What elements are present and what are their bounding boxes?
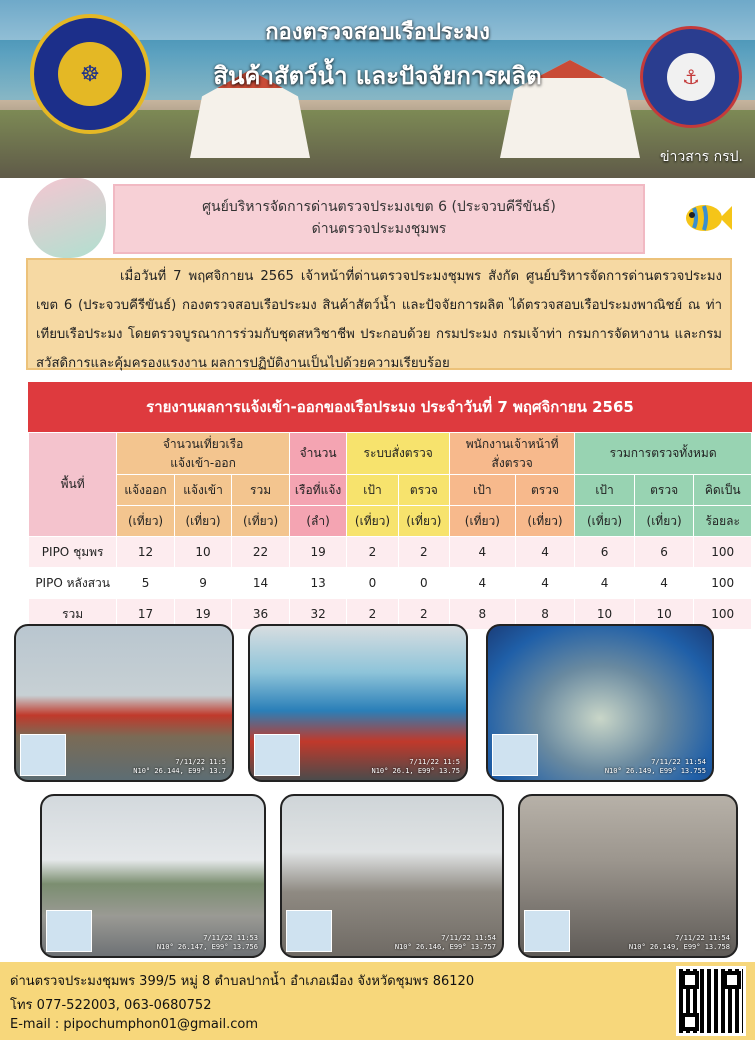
unit-header: (เที่ยว) <box>515 506 575 537</box>
unit-header: (ลำ) <box>289 506 347 537</box>
cell: 9 <box>174 568 232 599</box>
photo-catch-basket <box>486 624 714 782</box>
photo-crew-inspection <box>518 794 738 958</box>
cell: 4 <box>450 537 516 568</box>
footer <box>0 962 755 1040</box>
cell: 4 <box>634 568 694 599</box>
sub-header: เป้า <box>450 475 516 506</box>
row-area: PIPO ชุมพร <box>29 537 117 568</box>
unit-header: (เที่ยว) <box>347 506 398 537</box>
qr-code-icon[interactable] <box>676 966 746 1036</box>
cell: 4 <box>515 568 575 599</box>
cell: 2 <box>347 599 398 630</box>
photo-stamp: 7/11/22 11:54 N10° 26.146, E99° 13.757 <box>394 934 496 951</box>
photo-inspection-team <box>40 794 266 958</box>
news-paragraph-text: เมื่อวันที่ 7 พฤศจิกายน 2565 เจ้าหน้าที่ด่านตรวจประมงชุมพร สังกัด ศูนย์บริหารจัดการด่านตรวจประมงเขต 6 (ประจวบคีรีขันธ์) กองตรวจสอบเรือประมง สินค้าสัตว์น้ำ และปัจจัยการผลิต ได้ตรวจสอบเรือประมงพาณิชย์ ณ ท่าเทียบเรือประมง โดยตรวจบูรณาการร่วมกับชุดสหวิชาชีพ ประกอบด้วย กรมประมง กรมเจ้าท่า กรมการจัดหางาน และกรมสวัสดิการและคุ้มครองแรงงาน ผลการปฏิบัติงานเป็นไปด้วยความเรียบร้อย <box>36 269 722 371</box>
report-table <box>28 432 752 630</box>
sub-header: เป้า <box>347 475 398 506</box>
cell: 4 <box>515 537 575 568</box>
table-row <box>29 568 752 599</box>
cell: 6 <box>575 537 635 568</box>
cell: 0 <box>398 568 449 599</box>
sub-header: คิดเป็น <box>694 475 752 506</box>
sub-header: เป้า <box>575 475 635 506</box>
cell: 22 <box>232 537 290 568</box>
unit-header: (เที่ยว) <box>450 506 516 537</box>
fishery-inspection-logo <box>640 26 742 128</box>
unit-header: (เที่ยว) <box>398 506 449 537</box>
sub-header: ตรวจ <box>515 475 575 506</box>
unit-header: (เที่ยว) <box>232 506 290 537</box>
cell: 36 <box>232 599 290 630</box>
map-thumbnail <box>286 910 332 952</box>
table-row <box>29 537 752 568</box>
cell: 12 <box>117 537 175 568</box>
sub-header: แจ้งออก <box>117 475 175 506</box>
unit-header: (เที่ยว) <box>174 506 232 537</box>
cell: 13 <box>289 568 347 599</box>
photo-document-check <box>280 794 504 958</box>
sub-header: เรือที่แจ้ง <box>289 475 347 506</box>
news-paragraph <box>26 258 732 370</box>
cell: 10 <box>174 537 232 568</box>
header-banner <box>0 0 755 178</box>
cell: 100 <box>694 599 752 630</box>
office-title-line1: ศูนย์บริหารจัดการด่านตรวจประมงเขต 6 (ประจวบคีรีขันธ์) <box>202 199 556 215</box>
footer-address: ด่านตรวจประมงชุมพร 399/5 หมู่ 8 ตำบลปากน้ำ อำเภอเมือง จังหวัดชุมพร 86120 <box>10 974 475 989</box>
emblem-icon: ☸ <box>58 42 122 106</box>
sub-header: รวม <box>232 475 290 506</box>
photo-fish-tanks <box>248 624 468 782</box>
cell: 2 <box>347 537 398 568</box>
header-system: ระบบสั่งตรวจ <box>347 433 450 475</box>
decorative-leaf <box>28 178 106 258</box>
header-trips: จำนวนเที่ยวเรือ แจ้งเข้า-ออก <box>117 433 290 475</box>
report-title: รายงานผลการแจ้งเข้า-ออกของเรือประมง ประจำวันที่ 7 พฤศจิกายน 2565 <box>28 382 752 432</box>
header-count: จำนวน <box>289 433 347 475</box>
footer-phone: โทร 077-522003, 063-0680752 <box>10 998 212 1013</box>
unit-header: (เที่ยว) <box>634 506 694 537</box>
row-area: รวม <box>29 599 117 630</box>
map-thumbnail <box>46 910 92 952</box>
photo-stamp: 7/11/22 11:5 N10° 26.144, E99° 13.7 <box>133 758 226 775</box>
photo-stamp: 7/11/22 11:53 N10° 26.147, E99° 13.756 <box>156 934 258 951</box>
map-thumbnail <box>254 734 300 776</box>
cell: 100 <box>694 568 752 599</box>
footer-email[interactable]: E-mail : pipochumphon01@gmail.com <box>10 1017 258 1032</box>
unit-header: (เที่ยว) <box>117 506 175 537</box>
cell: 19 <box>289 537 347 568</box>
map-thumbnail <box>20 734 66 776</box>
unit-header: (เที่ยว) <box>575 506 635 537</box>
photo-stamp: 7/11/22 11:54 N10° 26.149, E99° 13.755 <box>604 758 706 775</box>
cell: 0 <box>347 568 398 599</box>
cell: 2 <box>398 537 449 568</box>
cell: 4 <box>450 568 516 599</box>
office-title-line2: ด่านตรวจประมงชุมพร <box>311 221 447 237</box>
cell: 2 <box>398 599 449 630</box>
cell: 17 <box>117 599 175 630</box>
sub-header: ตรวจ <box>398 475 449 506</box>
header-area: พื้นที่ <box>29 433 117 537</box>
cell: 8 <box>450 599 516 630</box>
cell: 19 <box>174 599 232 630</box>
header-title-line2: สินค้าสัตว์น้ำ และปัจจัยการผลิต <box>213 62 542 90</box>
anchor-icon: ⚓ <box>667 53 715 101</box>
unit-header: ร้อยละ <box>694 506 752 537</box>
cell: 14 <box>232 568 290 599</box>
cell: 10 <box>575 599 635 630</box>
cell: 10 <box>634 599 694 630</box>
header-officer: พนักงานเจ้าหน้าที่ สั่งตรวจ <box>450 433 575 475</box>
row-area: PIPO หลังสวน <box>29 568 117 599</box>
cell: 5 <box>117 568 175 599</box>
cell: 8 <box>515 599 575 630</box>
header-title-line1: กองตรวจสอบเรือประมง <box>265 20 490 45</box>
photo-fishing-boat <box>14 624 234 782</box>
office-title-box <box>113 184 645 254</box>
news-label: ข่าวสาร กรป. <box>659 149 743 165</box>
sub-header: ตรวจ <box>634 475 694 506</box>
header-total: รวมการตรวจทั้งหมด <box>575 433 752 475</box>
map-thumbnail <box>524 910 570 952</box>
cell: 32 <box>289 599 347 630</box>
fish-icon <box>680 200 732 236</box>
map-thumbnail <box>492 734 538 776</box>
cell: 100 <box>694 537 752 568</box>
photo-stamp: 7/11/22 11:54 N10° 26.149, E99° 13.758 <box>628 934 730 951</box>
photo-stamp: 7/11/22 11:5 N10° 26.1, E99° 13.75 <box>371 758 460 775</box>
cell: 6 <box>634 537 694 568</box>
cell: 4 <box>575 568 635 599</box>
department-of-fisheries-logo <box>30 14 150 134</box>
sub-header: แจ้งเข้า <box>174 475 232 506</box>
